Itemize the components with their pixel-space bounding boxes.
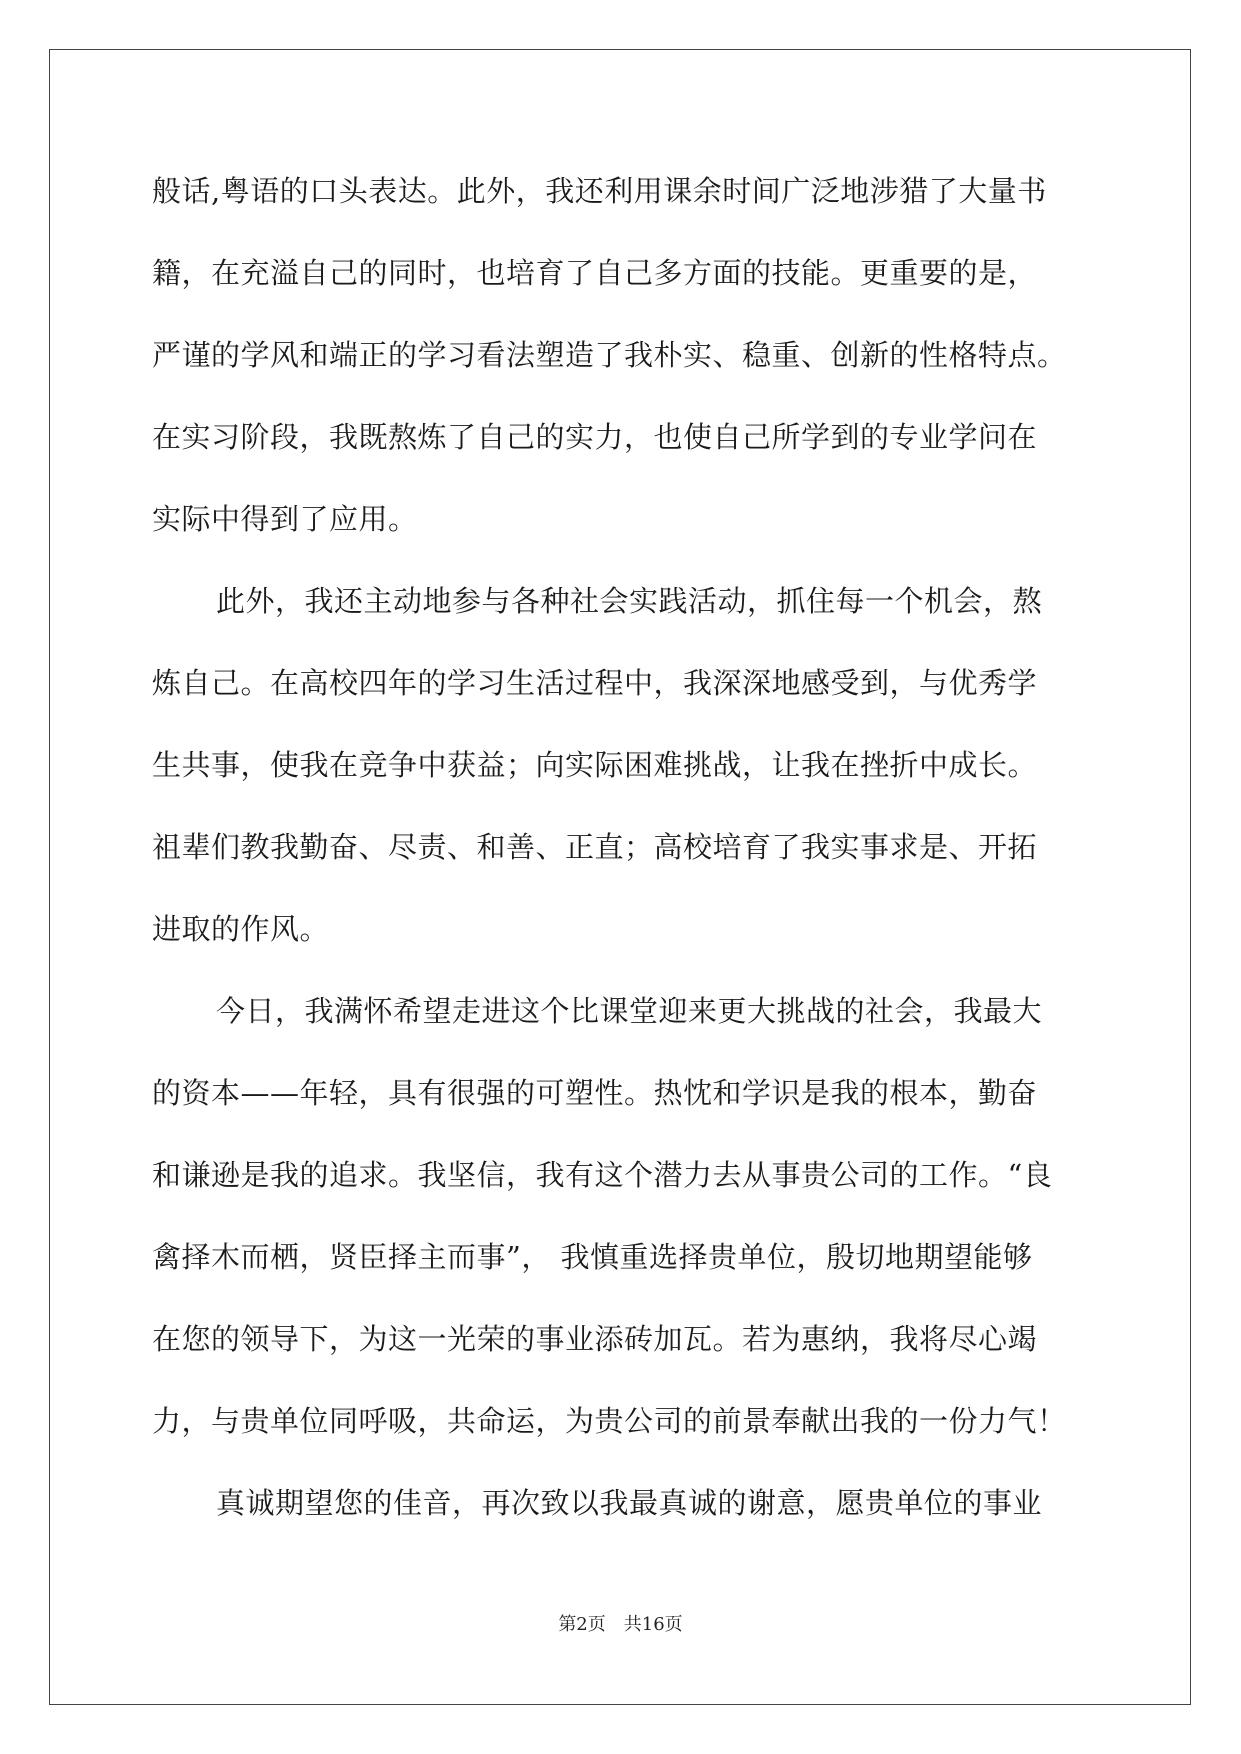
text-line: 般话,粤语的口头表达。此外，我还利用课余时间广泛地涉猎了大量书 bbox=[152, 174, 1047, 208]
page-footer bbox=[0, 1613, 1241, 1637]
text-line: 炼自己。在高校四年的学习生活过程中，我深深地感受到，与优秀学 bbox=[152, 666, 1038, 700]
text-line: 祖辈们教我勤奋、尽责、和善、正直；高校培育了我实事求是、开拓 bbox=[152, 830, 1038, 864]
text-line: 在实习阶段，我既熬炼了自己的实力，也使自己所学到的专业学问在 bbox=[152, 420, 1038, 454]
text-line: 在您的领导下，为这一光荣的事业添砖加瓦。若为惠纳，我将尽心竭 bbox=[152, 1322, 1038, 1356]
text-line: 此外，我还主动地参与各种社会实践活动，抓住每一个机会，熬 bbox=[216, 584, 1043, 618]
text-line: 力，与贵单位同呼吸，共命运，为贵公司的前景奉献出我的一份力气！ bbox=[152, 1404, 1067, 1438]
document-body bbox=[152, 150, 1092, 1544]
text-line: 的资本——年轻，具有很强的可塑性。热忱和学识是我的根本，勤奋 bbox=[152, 1076, 1038, 1110]
page-number: 第2页 bbox=[558, 1614, 606, 1635]
text-line: 真诚期望您的佳音，再次致以我最真诚的谢意，愿贵单位的事业 bbox=[216, 1486, 1043, 1520]
text-line: 禽择木而栖，贤臣择主而事”， 我慎重选择贵单位，殷切地期望能够 bbox=[152, 1240, 1033, 1274]
text-line: 严谨的学风和端正的学习看法塑造了我朴实、稳重、创新的性格特点。 bbox=[152, 338, 1067, 372]
text-line: 今日，我满怀希望走进这个比课堂迎来更大挑战的社会，我最大 bbox=[216, 994, 1043, 1028]
text-line: 籍，在充溢自己的同时，也培育了自己多方面的技能。更重要的是， bbox=[152, 256, 1038, 290]
text-line: 生共事，使我在竞争中获益；向实际困难挑战，让我在挫折中成长。 bbox=[152, 748, 1038, 782]
text-line: 实际中得到了应用。 bbox=[152, 502, 418, 536]
text-line: 进取的作风。 bbox=[152, 912, 330, 946]
page-total: 共16页 bbox=[623, 1614, 683, 1635]
text-line: 和谦逊是我的追求。我坚信，我有这个潜力去从事贵公司的工作。“良 bbox=[152, 1158, 1053, 1192]
